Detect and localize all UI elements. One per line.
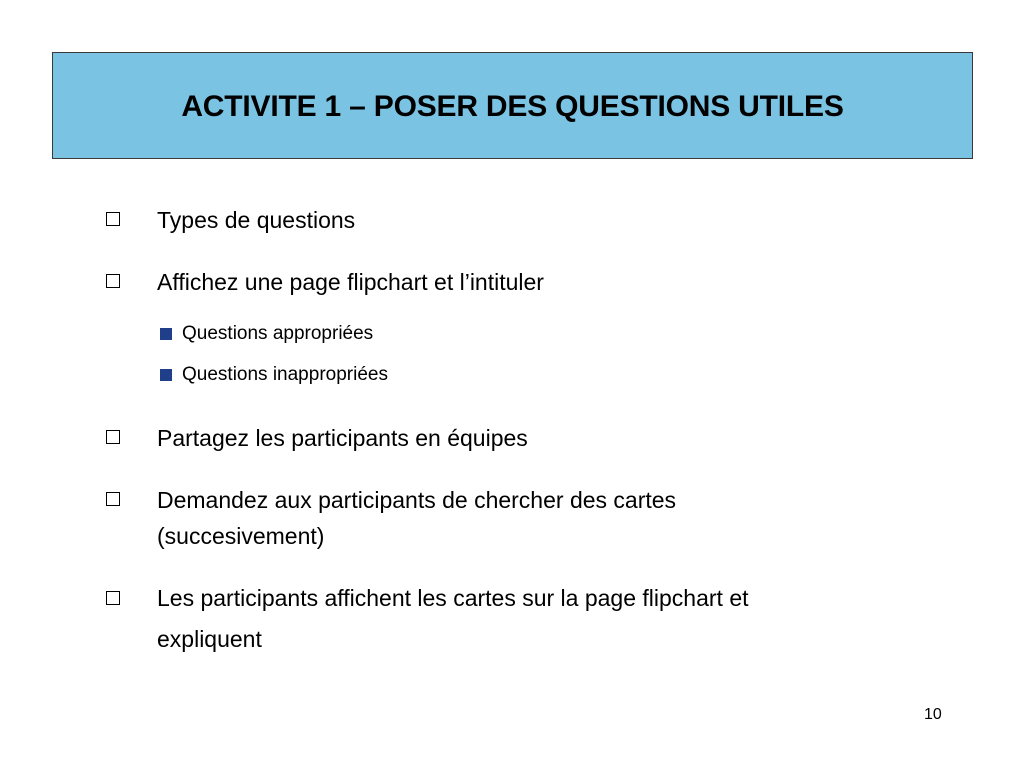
slide-title: ACTIVITE 1 – POSER DES QUESTIONS UTILES: [181, 89, 844, 123]
bullet-item: [106, 578, 757, 660]
sub-bullet-text: Questions appropriées: [182, 323, 374, 344]
bullet-text: Affichez une page flipchart et l’intituler: [157, 269, 544, 295]
bullet-item: [106, 482, 727, 554]
sub-bullet-item: [160, 321, 373, 347]
hollow-square-bullet-icon: [106, 430, 120, 444]
bullet-text: Demandez aux participants de chercher des cartes (succesivement): [157, 487, 677, 549]
bullet-text: Partagez les participants en équipes: [157, 425, 528, 451]
sub-bullet-item: [160, 362, 388, 388]
bullet-text: Types de questions: [157, 207, 356, 233]
hollow-square-bullet-icon: [106, 212, 120, 226]
hollow-square-bullet-icon: [106, 274, 120, 288]
hollow-square-bullet-icon: [106, 492, 120, 506]
bullet-item: [106, 264, 544, 300]
title-banner: [52, 52, 973, 159]
sub-bullet-text: Questions inappropriées: [182, 364, 388, 385]
filled-square-bullet-icon: [160, 328, 172, 340]
hollow-square-bullet-icon: [106, 591, 120, 605]
page-number: 10: [924, 706, 942, 723]
bullet-item: [106, 420, 528, 456]
bullet-text: Les participants affichent les cartes sur la page flipchart et expliquent: [157, 585, 749, 652]
bullet-item: [106, 202, 355, 238]
filled-square-bullet-icon: [160, 369, 172, 381]
